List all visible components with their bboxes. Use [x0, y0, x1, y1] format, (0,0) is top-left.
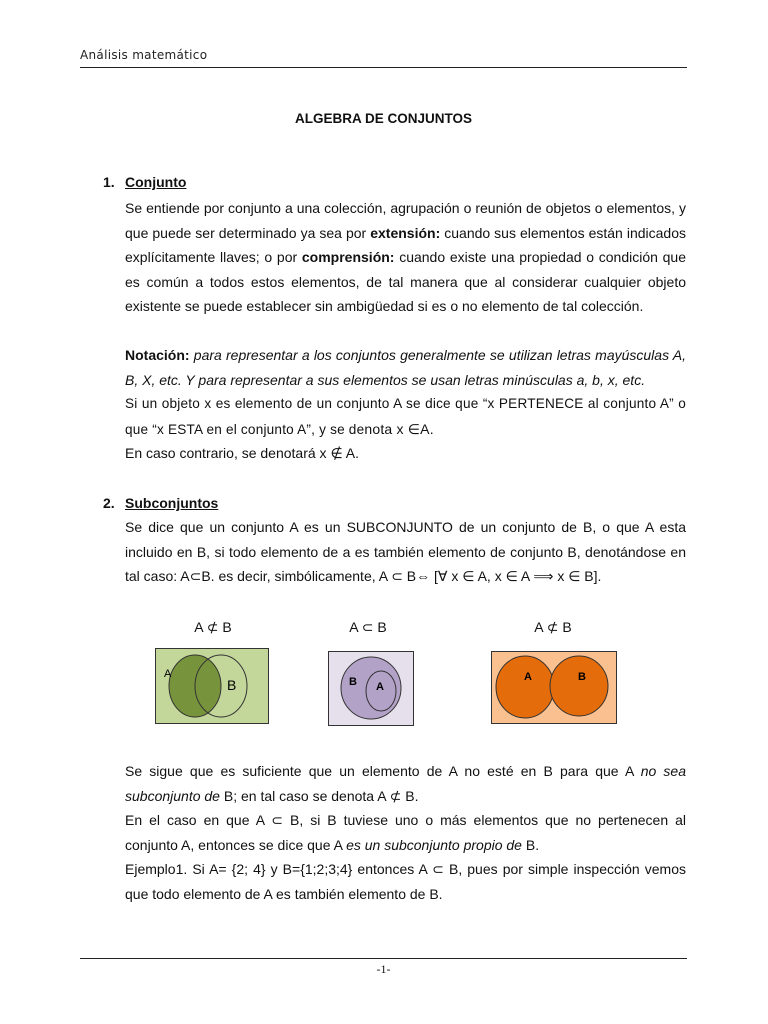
section-1-name: Conjunto: [125, 174, 187, 190]
header-title: Análisis matemático: [80, 48, 208, 62]
propio-text-2: B.: [521, 836, 540, 853]
footer-rule: [80, 958, 687, 959]
ejemplo-text: Ejemplo1. Si A= {2; 4} y B={1;2;3;4} entonces A ⊂ B, pues por simple inspección vemos que todo elemento de A es también elemento de B.: [125, 861, 686, 902]
document-title: ALGEBRA DE CONJUNTOS: [294, 111, 473, 126]
section-2-heading: [103, 495, 218, 511]
venn-1-label-a: A: [164, 668, 172, 680]
venn-diagram-subset: [328, 651, 414, 726]
no-subconjunto-text-1: Se sigue que es suficiente que un elemento de A no esté en B para que A: [125, 763, 641, 779]
venn-2-set-b: [341, 657, 401, 719]
venn-1-label-b: B: [227, 677, 237, 693]
definition-text-1: Se entiende por conjunto a una colección, agrupación o reunión de objetos o elementos, y que puede ser determinado ya sea por: [125, 200, 686, 241]
pertenece-notation: nota x ∈A.: [364, 420, 434, 437]
diagram-1-label: A ⊄ B: [194, 619, 232, 635]
page-number: -1-: [376, 962, 391, 976]
extension-term: extensión:: [370, 224, 441, 241]
section-2-number: 2.: [103, 495, 115, 511]
no-subconjunto-paragraph: [125, 759, 686, 808]
propio-term: es un subconjunto propio de: [346, 836, 522, 853]
subconjunto-definition: [125, 515, 686, 589]
contrario-text: En caso contrario, se denotará x ∉ A.: [125, 445, 359, 461]
notation-paragraph: [125, 343, 686, 392]
subconjunto-text: Se dice que un conjunto A es un SUBCONJUNTO de un conjunto de B, o que A esta incluido en B, si todo elemento de a es también elemento de conjunto B, denotándose en tal caso: A⊂B. es decir, simbólicamente, A ⊂ B⇔ [∀ x ∈ A, x ∈ A ⟹ x ∈ B].: [125, 519, 686, 585]
venn-3-set-b: [550, 656, 608, 716]
diagram-3-label: A ⊄ B: [534, 619, 572, 635]
section-1-heading: [103, 174, 186, 190]
diagram-2-label: A ⊂ B: [349, 619, 387, 635]
contrario-paragraph: [125, 441, 686, 466]
comprension-term: comprensión:: [301, 249, 395, 266]
notation-text: para representar a los conjuntos generalmente se utilizan letras mayúsculas A, B, X, etc. Y para representar a sus elementos se usan letras minúsculas a, b, x, etc.: [125, 347, 686, 388]
section-2-name: Subconjuntos: [125, 495, 219, 511]
no-subconjunto-term: no sea subconjunto de: [125, 763, 686, 804]
pertenece-paragraph: [125, 392, 686, 442]
notation-label: Notación:: [125, 347, 190, 363]
venn-3-label-b: B: [578, 671, 586, 683]
header-rule: [80, 67, 687, 68]
definition-text-2: cuando sus elementos están indicados explícitamente llaves; o por: [125, 224, 686, 266]
no-subconjunto-text-2: B; en tal caso se denota A ⊄ B.: [219, 787, 419, 804]
venn-diagram-disjoint: [491, 651, 617, 724]
section-1-definition: [125, 196, 686, 319]
venn-diagram-overlap: [155, 648, 269, 724]
ejemplo-paragraph: [125, 857, 686, 906]
venn-3-set-a: [496, 656, 554, 718]
venn-3-label-a: A: [524, 671, 532, 683]
pertenece-text: Si un objeto x es elemento de un conjunto A se dice que “x PERTENECE al conjunto A” o que “x ESTA en el conjunto A”, y se de: [125, 396, 686, 437]
definition-text-3: cuando existe una propiedad o condición que es común a todos estos elementos, de tal manera que al considerar cualquier objeto existente se puede establecer sin ambigüedad si es o no elemento de tal colección.: [125, 249, 686, 315]
subconjunto-propio-paragraph: [125, 808, 686, 857]
section-1-number: 1.: [103, 174, 115, 190]
venn-2-label-a: A: [376, 681, 384, 693]
venn-2-label-b: B: [349, 676, 357, 688]
propio-text-1: En el caso en que A ⊂ B, si B tuviese uno o más elementos que no pertenecen al conjunto A, entonces se dice que A: [125, 812, 686, 853]
